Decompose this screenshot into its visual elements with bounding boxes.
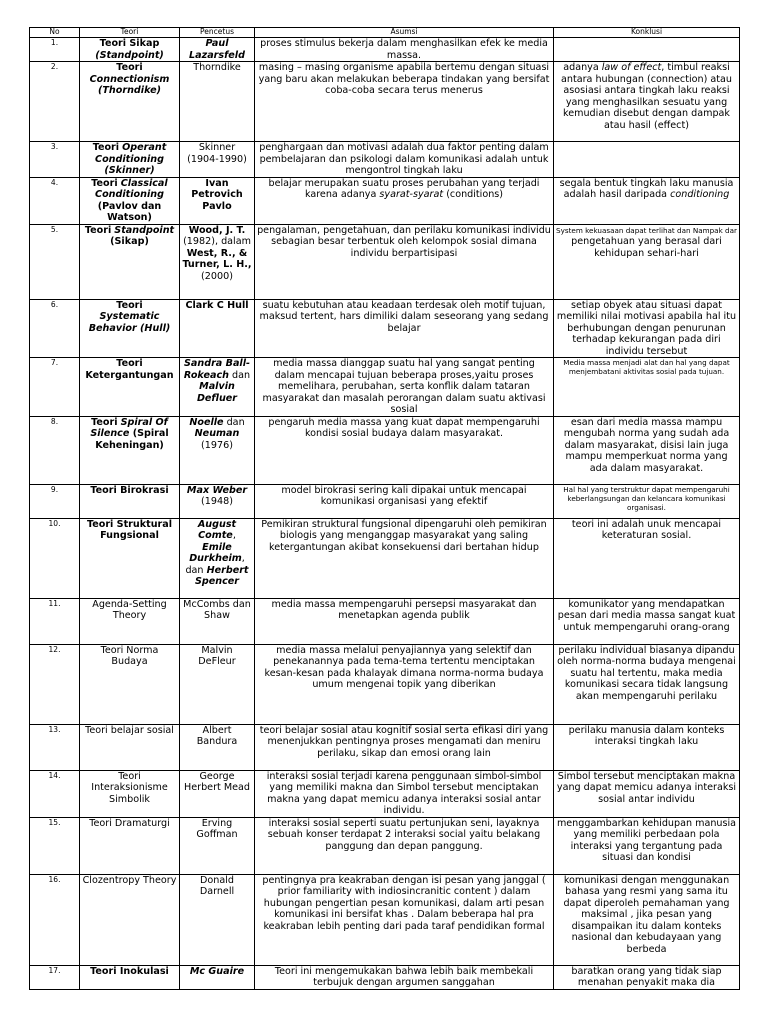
theory-name: Teori Classical Conditioning (Pavlov dan Watson) [80,177,180,224]
originator: Mc Guaire [180,965,255,989]
theory-name: Teori Standpoint (Sikap) [80,224,180,299]
row-number: 5. [30,224,80,299]
assumption: interaksi sosial seperti suatu pertunjukan seni, layaknya sebuah konser terdapat 2 interaksi social yaitu belakang panggung dan depan panggung. [255,817,554,874]
table-row [30,62,740,142]
conclusion: baratkan orang yang tidak siap menahan penyakit maka dia [554,965,740,989]
assumption: media massa melalui penyajiannya yang selektif dan penekanannya pada tema-tema tertentu menciptakan kesan-kesan pada khalayak dimana norma-norma budaya umum mengenai topik yang diberikan [255,644,554,724]
table-row [30,484,740,518]
originator: Donald Darnell [180,874,255,965]
conclusion [554,142,740,178]
theory-name: Teori Connectionism (Thorndike) [80,62,180,142]
conclusion: Media massa menjadi alat dan hal yang dapat menjembatani aktivitas sosial pada tujuan. [554,358,740,417]
table-row [30,177,740,224]
assumption: pengalaman, pengetahuan, dan perilaku komunikasi individu sebagian besar terbentuk oleh kelompok sosial dimana individu berpartisipasi [255,224,554,299]
row-number: 12. [30,644,80,724]
header-no: No [30,28,80,38]
row-number: 2. [30,62,80,142]
theory-name: Teori Birokrasi [80,484,180,518]
row-number: 8. [30,416,80,484]
assumption: model birokrasi sering kali dipakai untuk mencapai komunikasi organisasi yang efektif [255,484,554,518]
row-number: 6. [30,299,80,358]
row-number: 16. [30,874,80,965]
table-row [30,142,740,178]
row-number: 17. [30,965,80,989]
assumption: Pemikiran struktural fungsional dipengaruhi oleh pemikiran biologis yang menganggap masyarakat yang saling ketergantungan akibat konsekuensi dari bertahan hidup [255,518,554,598]
originator: Wood, J. T. (1982), dalam West, R., & Turner, L. H., (2000) [180,224,255,299]
conclusion: perilaku individual biasanya dipandu oleh norma-norma budaya mengenai suatu hal tertentu, maka media komunikasi secara tidak langsung akan mempengaruhi perilaku [554,644,740,724]
originator: Skinner (1904-1990) [180,142,255,178]
assumption: belajar merupakan suatu proses perubahan yang terjadi karena adanya syarat-syarat (conditions) [255,177,554,224]
row-number: 10. [30,518,80,598]
originator: McCombs dan Shaw [180,598,255,644]
conclusion: esan dari media massa mampu mengubah norma yang sudah ada dalam masyarakat, disisi lain juga mampu memperkuat norma yang ada dalam masyarakat. [554,416,740,484]
theory-name: Teori Struktural Fungsional [80,518,180,598]
conclusion: perilaku manusia dalam konteks interaksi tingkah laku [554,724,740,770]
table-row [30,644,740,724]
table-row [30,38,740,62]
conclusion: komunikasi dengan menggunakan bahasa yang resmi yang sama itu dapat diperoleh pemahaman yang maksimal , jika pesan yang disampaikan itu dalam konteks nasional dan kebudayaan yang berbeda [554,874,740,965]
assumption: Teori ini mengemukakan bahwa lebih baik membekali terbujuk dengan argumen sanggahan [255,965,554,989]
originator: Ivan Petrovich Pavlo [180,177,255,224]
assumption: proses stimulus bekerja dalam menghasilkan efek ke media massa. [255,38,554,62]
conclusion: menggambarkan kehidupan manusia yang memiliki perbedaan pola interaksi yang tergantung pada situasi dan kondisi [554,817,740,874]
row-number: 1. [30,38,80,62]
conclusion: Hal hal yang terstruktur dapat mempengaruhi keberlangsungan dan kelancara komunikasi organisasi. [554,484,740,518]
originator: August Comte, Emile Durkheim, dan Herbert Spencer [180,518,255,598]
originator: Thorndike [180,62,255,142]
conclusion: teori ini adalah unuk mencapai keteraturan sosial. [554,518,740,598]
table-row [30,224,740,299]
originator: Paul Lazarsfeld [180,38,255,62]
conclusion: Simbol tersebut menciptakan makna yang dapat memicu adanya interaksi sosial antar individu [554,770,740,817]
table-row [30,770,740,817]
table-row [30,299,740,358]
table-row [30,724,740,770]
theory-name: Teori Inokulasi [80,965,180,989]
theory-name: Teori Spiral Of Silence (Spiral Keheningan) [80,416,180,484]
header-teori: Teori [80,28,180,38]
assumption: masing – masing organisme apabila bertemu dengan situasi yang baru akan melakukan beberapa tindakan yang bersifat coba-coba secara terus menerus [255,62,554,142]
theory-name: Agenda-Setting Theory [80,598,180,644]
header-pencetus: Pencetus [180,28,255,38]
theory-table [29,27,740,990]
originator: Albert Bandura [180,724,255,770]
table-header-row [30,28,740,38]
originator: Clark C Hull [180,299,255,358]
row-number: 7. [30,358,80,417]
row-number: 9. [30,484,80,518]
table-row [30,817,740,874]
theory-name: Clozentropy Theory [80,874,180,965]
originator: Noelle dan Neuman (1976) [180,416,255,484]
row-number: 14. [30,770,80,817]
originator: Max Weber (1948) [180,484,255,518]
table-row [30,965,740,989]
conclusion: komunikator yang mendapatkan pesan dari media massa sangat kuat untuk mempengaruhi orang-orang [554,598,740,644]
table-row [30,874,740,965]
originator: Malvin DeFleur [180,644,255,724]
originator: George Herbert Mead [180,770,255,817]
theory-name: Teori Ketergantungan [80,358,180,417]
row-number: 4. [30,177,80,224]
conclusion: adanya law of effect, timbul reaksi antara hubungan (connection) atau asosiasi antara tingkah laku reaksi yang menghasilkan sesuatu yang kemudian disebut dengan dampak atau hasil (effect) [554,62,740,142]
originator: Erving Goffman [180,817,255,874]
assumption: pentingnya pra keakraban dengan isi pesan yang janggal ( prior familiarity with indiosincranitic content ) dalam hubungan pengertian pesan komunikasi, dalam arti pesan komunikasi ini bersifat khas . Dalam beberapa hal pra keakraban lebih penting dari pada taraf pendidikan formal [255,874,554,965]
assumption: interaksi sosial terjadi karena penggunaan simbol-simbol yang memiliki makna dan Simbol tersebut menciptakan makna yang dapat memicu adanya interaksi sosial antar individu. [255,770,554,817]
assumption: media massa dianggap suatu hal yang sangat penting dalam mencapai tujuan beberapa proses,yaitu proses memelihara, perubahan, serta konflik dalam tataran masyarakat dan masalah perorangan dalam suatu aktivasi sosial [255,358,554,417]
assumption: teori belajar sosial atau kognitif sosial serta efikasi diri yang menenjukkan pentingnya proses mengamati dan meniru perilaku, sikap dan emosi orang lain [255,724,554,770]
header-konklusi: Konklusi [554,28,740,38]
row-number: 15. [30,817,80,874]
assumption: suatu kebutuhan atau keadaan terdesak oleh motif tujuan, maksud tertent, hars dimiliki dalam seseorang yang sedang belajar [255,299,554,358]
assumption: media massa mempengaruhi persepsi masyarakat dan menetapkan agenda publik [255,598,554,644]
theory-name: Teori Norma Budaya [80,644,180,724]
row-number: 11. [30,598,80,644]
assumption: pengaruh media massa yang kuat dapat mempengaruhi kondisi sosial budaya dalam masyarakat. [255,416,554,484]
conclusion: System kekuasaan dapat terlihat dan Nampak dar pengetahuan yang berasal dari kehidupan sehari-hari [554,224,740,299]
row-number: 13. [30,724,80,770]
conclusion: segala bentuk tingkah laku manusia adalah hasil daripada conditioning [554,177,740,224]
table-row [30,358,740,417]
table-row [30,598,740,644]
assumption: penghargaan dan motivasi adalah dua faktor penting dalam pembelajaran dan psikologi dalam komunikasi adalah untuk mengontrol tingkah laku [255,142,554,178]
theory-name: Teori Interaksionisme Simbolik [80,770,180,817]
conclusion: setiap obyek atau situasi dapat memiliki nilai motivasi apabila hal itu berhubungan dengan penurunan terhadap kekurangan pada diri individu tersebut [554,299,740,358]
theory-name: Teori Sikap (Standpoint) [80,38,180,62]
originator: Sandra Ball-Rokeach dan Malvin Defluer [180,358,255,417]
table-row [30,416,740,484]
theory-name: Teori Operant Conditioning (Skinner) [80,142,180,178]
header-asumsi: Asumsi [255,28,554,38]
theory-name: Teori belajar sosial [80,724,180,770]
theory-name: Teori Systematic Behavior (Hull) [80,299,180,358]
row-number: 3. [30,142,80,178]
conclusion [554,38,740,62]
table-row [30,518,740,598]
theory-name: Teori Dramaturgi [80,817,180,874]
